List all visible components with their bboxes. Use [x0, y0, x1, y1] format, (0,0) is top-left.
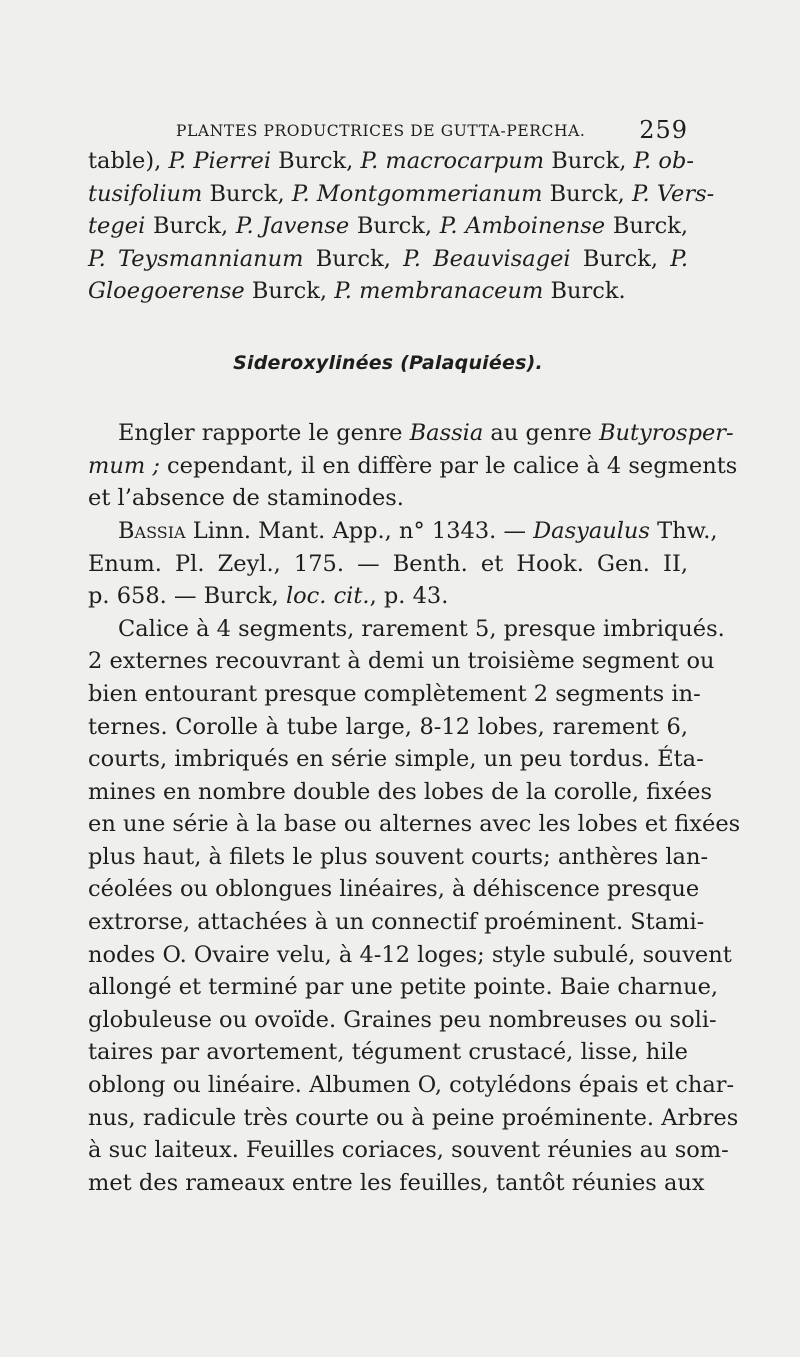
text-line: taires par avortement, tégument crustacé, lisse, hile	[88, 1039, 688, 1066]
text-line: P. Teysmannianum Burck, P. Beauvisagei Burck, P.	[88, 245, 688, 272]
text-line: plus haut, à filets le plus souvent courts; anthères lan-	[88, 843, 709, 870]
text-line: met des rameaux entre les feuilles, tantôt réunies aux	[88, 1169, 705, 1196]
text-line: à suc laiteux. Feuilles coriaces, souvent réunies au som-	[88, 1137, 729, 1164]
text-line: p. 658. — Burck, loc. cit., p. 43.	[88, 583, 449, 610]
paragraph-bassia-reference	[88, 515, 718, 613]
text-line: bien entourant presque complètement 2 segments in-	[88, 680, 701, 707]
text-line: Enum. Pl. Zeyl., 175. — Benth. et Hook. Gen. II,	[88, 550, 688, 577]
text-line: Calice à 4 segments, rarement 5, presque imbriqués.	[118, 615, 725, 642]
body-text	[88, 145, 741, 1199]
paragraph-engler	[88, 417, 738, 515]
text-line: mum ; cependant, il en diffère par le calice à 4 segments	[88, 452, 738, 479]
text-line: en une série à la base ou alternes avec les lobes et fixées	[88, 811, 741, 838]
text-line: tegei Burck, P. Javense Burck, P. Amboinense Burck,	[88, 213, 688, 240]
text-line: céolées ou oblongues linéaires, à déhiscence presque	[88, 876, 700, 903]
spacer	[88, 308, 688, 341]
text-line: nus, radicule très courte ou à peine proéminente. Arbres	[88, 1104, 739, 1131]
text-line: globuleuse ou ovoïde. Graines peu nombreuses ou soli-	[88, 1006, 717, 1033]
text-line: allongé et terminé par une petite pointe. Baie charnue,	[88, 974, 719, 1001]
text-line: tusifolium Burck, P. Montgommerianum Burck, P. Vers-	[88, 180, 715, 207]
text-line: table), P. Pierrei Burck, P. macrocarpum Burck, P. ob-	[88, 148, 694, 174]
text-line: mines en nombre double des lobes de la corolle, fixées	[88, 778, 713, 805]
page-header	[88, 118, 688, 148]
paragraph-species-list	[88, 145, 715, 308]
paragraph-description	[88, 613, 741, 1200]
text-line: 2 externes recouvrant à demi un troisième segment ou	[88, 648, 715, 675]
text-line: Engler rapporte le genre Bassia au genre Butyrosper-	[118, 420, 734, 447]
text-line: et l’absence de staminodes.	[88, 485, 404, 512]
text-line: courts, imbriqués en série simple, un peu tordus. Éta-	[88, 746, 704, 773]
text-line: oblong ou linéaire. Albumen O, cotylédons épais et char-	[88, 1072, 735, 1099]
running-head: PLANTES PRODUCTRICES DE GUTTA-PERCHA.	[176, 122, 586, 140]
text-line: ternes. Corolle à tube large, 8-12 lobes, rarement 6,	[88, 713, 688, 740]
text-line: Bassia Linn. Mant. App., n° 1343. — Dasyaulus Thw.,	[118, 517, 718, 544]
text-line: extrorse, attachées à un connectif proéminent. Stami-	[88, 909, 705, 936]
spacer	[88, 385, 688, 418]
section-heading: Sideroxylinées (Palaquiées).	[233, 351, 543, 374]
text-line: Gloegoerense Burck, P. membranaceum Burck.	[88, 278, 626, 305]
page-number: 259	[639, 116, 688, 144]
text-line: nodes O. Ovaire velu, à 4-12 loges; style subulé, souvent	[88, 941, 732, 968]
